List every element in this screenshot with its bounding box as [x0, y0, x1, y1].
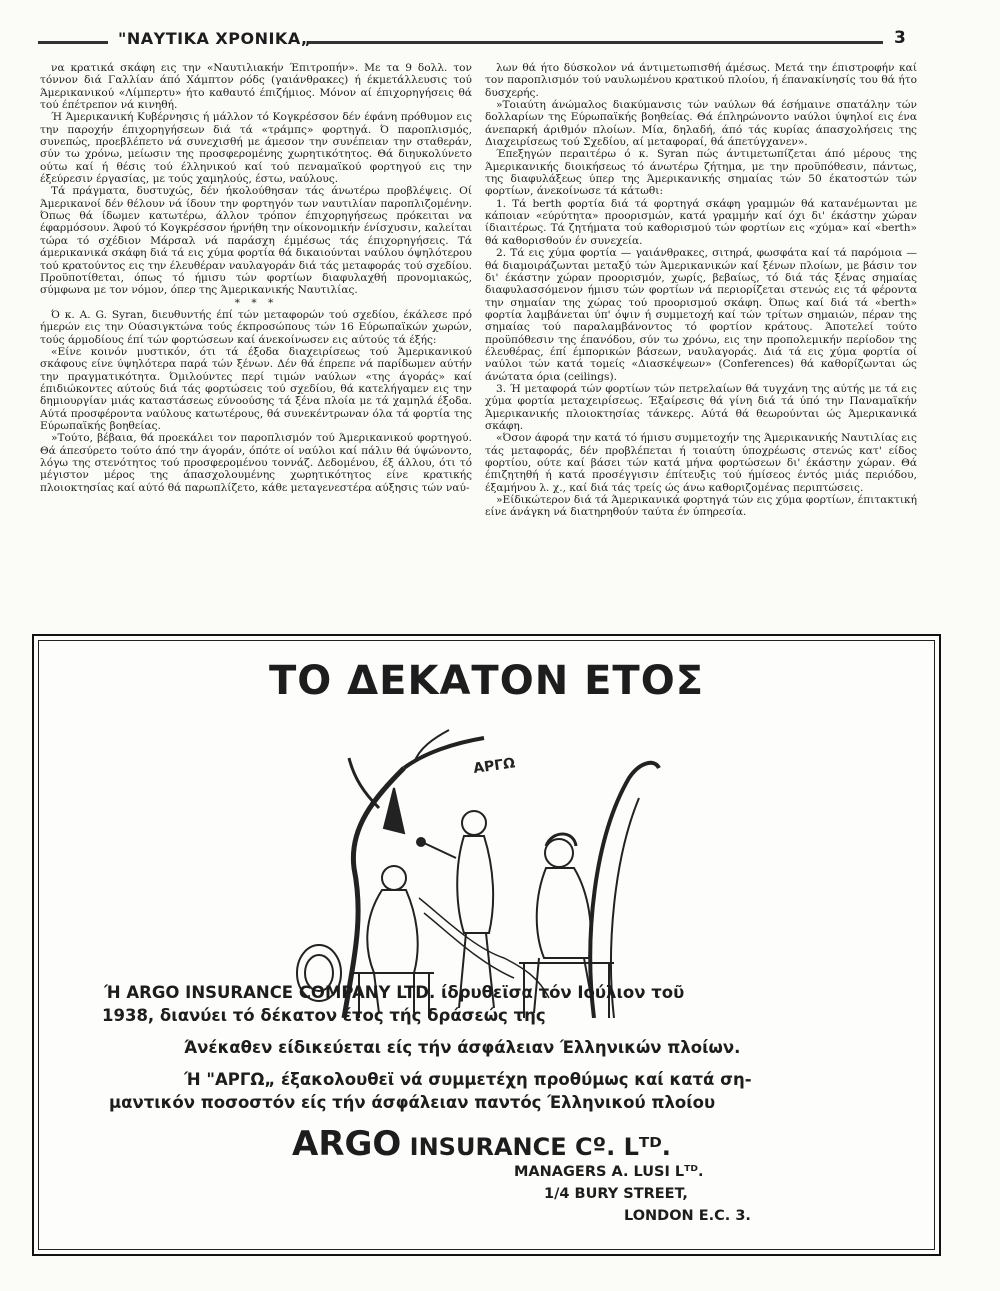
ad-street: 1/4 BURY STREET, — [544, 1186, 688, 1202]
brand-rest: INSURANCE Cº. Lᵀᴰ. — [401, 1133, 671, 1161]
ad-line: 1938, διανύει τό δέκατον έτος τής δράσεώς της — [102, 1006, 546, 1025]
paragraph: »Είδικώτερον διά τά Άμερικανικά φορτηγά τών εις χύμα φορτίων, έπιτακτική είνε άνάγκη νά διατηρηθούν ταύτα έν ύπηρεσία. — [485, 494, 917, 519]
paragraph: »Τοιαύτη άνώμαλος διακύμανσις τών ναύλων θά έσήμαινε σπατάλην τών δολλαρίων της Εύρωπαϊκής βοηθείας. Θά έπληρώνοντο ναύλοι ύψηλοί εις ένα άνεπαρκή άριθμόν πλοίων. Μία, δηλαδή, άπό τάς κυρίας άπασχολήσεις της Διαχειρίσεως τού Σχεδίου, αί μεταφοραί, θά άπετύγχανεν». — [485, 99, 917, 149]
paragraph: λων θά ήτο δύσκολον νά άντιμετωπισθή άμέσως. Μετά την έπιστροφήν καί τον παροπλισμόν τού ναυλωμένου κρατικού πλοίου, ή έπανακίνησίς του θά ήτο δυσχερής. — [485, 62, 917, 99]
argo-ship-illustration — [284, 718, 684, 1018]
paragraph: να κρατικά σκάφη εις την «Ναυτιλιακήν Έπιτροπήν». Με τα 9 δολλ. τον τόννον διά Γαλλίαν άπό Χάμπτον ρόδς (γαιάνθρακες) ή έκμετάλλευσις τού Άμερικανικού «Λίμπερτυ» ήτο καθαυτό έπιζήμιος. Μόνον αί έπιχορηγήσεις θά τού έπέτρεπον νά κινηθή. — [40, 62, 472, 112]
ad-city: LONDON E.C. 3. — [624, 1208, 751, 1224]
paragraph: «Είνε κοινόν μυστικόν, ότι τά έξοδα διαχειρίσεως τού Άμερικανικού σκάφους είνε ύψηλότερα παρά τών ξένων. Δέν θά έπρεπε νά παρίδωμεν αύτήν την πραγματικότητα. Όμιλούντες περί τιμών ναύλων «της άγοράς» καί έπιδιώκοντες αύτούς διά τάς φορτώσεις τού σχεδίου, θά κατελήγαμεν εις την δημιουργίαν μιάς καταστάσεως εύνοούσης τά ξένα πλοία με τά χαμηλά έξοδα. Αύτά προσφέροντα ναύλους κατωτέρους, θά συνεκέντρωναν όλα τά φορτία της Εύρωπαϊκής βοηθείας. — [40, 345, 472, 432]
paragraph: 3. Ή μεταφορά τών φορτίων τών πετρελαίων θά τυγχάνη της αύτής με τά εις χύμα φορτία μεταχειρίσεως. Έξαίρεσις θά γίνη διά τά ύπό την Παναμαϊκήν Άμερικανικής πλοιοκτησίας τάνκερς. Αύτά θά θεωρούνται ώς Άμερικανικά σκάφη. — [485, 382, 917, 432]
paragraph: »Τούτο, βέβαια, θά προεκάλει τον παροπλισμόν τού Άμερικανικού φορτηγού. Θά άπεσύρετο τούτο άπό την άγοράν, όπότε οί ναύλοι καί πάλιν θά ύψώνοντο, λόγω της στενότητος τού προσφερομένου τοννάζ. Δεδομένου, έξ άλλου, ότι τό μέγιστον μέρος της άπασχολουμένης χωρητικότητος είνε κρατικής πλοιοκτησίας καί αύτό θά παρωπλίζετο, κάθε μεταγενεστέρα αύξησις τών ναύ- — [40, 432, 472, 494]
brand-main: ARGO — [292, 1124, 402, 1164]
page-number: 3 — [894, 28, 906, 48]
journal-title: "ΝΑΥΤΙΚΑ ΧΡΟΝΙΚΑ„ — [118, 29, 312, 48]
ad-title: ΤΟ ΔΕΚΑΤΟΝ ΕΤΟΣ — [268, 658, 705, 704]
ad-line: Άνέκαθεν είδικεύεται είς τήν άσφάλειαν Έλληνικών πλοίων. — [184, 1038, 741, 1057]
ad-line: Ή ARGO INSURANCE COMPANY LTD. ίδρυθεϊσα τόν Ιούλιον τοῦ — [104, 983, 685, 1002]
illustration-label: ΑΡΓΩ — [472, 755, 517, 777]
paragraph: Τά πράγματα, δυστυχώς, δέν ήκολούθησαν τάς άνωτέρω προβλέψεις. Οί Άμερικανοί δέν θέλουν νά ίδουν την φορτηγόν των ναυτιλίαν παροπλιζομένην. Όπως θά ίδωμεν κατωτέρω, άλλον τρόπον έπιχορηγήσεως πρόκειται να έφαρμόσουν. Άφού τό Κογκρέσσον ήρνήθη την οίκονομικήν ένίσχυσιν, καλείται τώρα τό σχέδιον Μάρσαλ νά παράσχη έμμέσως τάς έπιχορηγήσεις. Τά άμερικανικά σκάφη διά τά εις χύμα φορτία θά δικαιούνται ναύλου όψηλότερου τού κρατούντος εις την έλευθέραν ναυλαγοράν διά τάς μεταφοράς τού σχεδίου. Προϋποτίθεται, όπως τό ήμισυ τών φορτίων διαφυλαχθή προνομιακώς, σύμφωνα με τον νόμον, όπερ της Άμερικανικής Ναυτιλίας. — [40, 185, 472, 297]
section-separator: * * * — [234, 296, 278, 309]
header-rule-left — [38, 41, 108, 44]
ad-managers: MANAGERS A. LUSI Lᵀᴰ. — [514, 1164, 704, 1180]
header-rule-right — [308, 41, 883, 44]
paragraph: Έπεξηγών περαιτέρω ό κ. Syran πώς άντιμετωπίζεται άπό μέρους της Άμερικανικής διοικήσεως τό άνωτέρω ζήτημα, με την προϋπόθεσιν, πάντως, της διαφυλάξεως ύπερ της Άμερικανικής σημαίας τών 50 έκατοστών τών φορτίων, άνεκοίνωσε τά κάτωθι: — [485, 148, 917, 198]
insurance-advertisement — [32, 634, 941, 1256]
article-column-right — [485, 62, 917, 519]
page-header — [38, 24, 950, 54]
paragraph: 2. Τά εις χύμα φορτία — γαιάνθρακες, σιτηρά, φωσφάτα καί τά παρόμοια — θά διαμοιράζωνται μεταξύ τών Άμερικανικών καί ξένων πλοίων, με βάσιν τον δι' έκάστην χώραν προορισμόν, χωρίς, βεβαίως, τό διά τάς ξένας σημαίας διαφυλασσόμενον ήμισυ τών φορτίων νά περιορίζεται στενώς εις τά φέροντα την σημαίαν της χώρας τού προορισμού σκάφη. Όπως καί διά τά «berth» φορτία λαμβάνεται ύπ' όψιν ή συμμετοχή καί τών τρίτων σημαιών, πέραν της σημαίας τού παραλαμβάνοντος τό φορτίον κράτους. Άποτελεί τούτο προϋπόθεσιν της έπανόδου, σύν τω χρόνω, εις την προπολεμικήν περίοδον της έλευθέρας, έπί έμπορικών βάσεων, ναυλαγοράς. Διά τά εις χύμα φορτία οί ναύλοι τών κατά τομείς «Διασκέψεων» (Conferences) θά καθορίζωνται ώς άνώτατα όρια (ceilings). — [485, 247, 917, 383]
paragraph: «Όσον άφορά την κατά τό ήμισυ συμμετοχήν της Άμερικανικής Ναυτιλίας εις τάς μεταφοράς, δέν προβλέπεται ή τοιαύτη ύποχρέωσις στενώς κατ' είδος φορτίου, ούτε καί βάσει τών κατά μήνα φορτώσεων δι' έκάστην χώραν. Θά έπιζητηθή ή κατά προσέγγισιν έπίτευξις τού ήμίσεος έντός μιάς περιόδου, έξαμήνου λ. χ., καί διά τάς τρείς ώς άνω καθοριζομένας περιπτώσεις. — [485, 432, 917, 494]
ad-line: μαντικόν ποσοστόν είς τήν άσφάλειαν παντός Έλληνικού πλοίου — [109, 1093, 716, 1112]
ad-line: Ή "ΑΡΓΩ„ έξακολουθεϊ νά συμμετέχη προθύμως καί κατά ση- — [184, 1070, 752, 1089]
paragraph: 1. Τά berth φορτία διά τά φορτηγά σκάφη γραμμών θά κατανέμωνται με κάποιαν «εύρύτητα» προορισμών, κατά γραμμήν καί όχι δι' έκάστην χώραν ίδιαιτέρως. Τά ζητήματα τού καθορισμού τών φορτίων εις «χύμα» καί «berth» θά καθορισθούν έν συνεχεία. — [485, 197, 917, 247]
paragraph: Ή Άμερικανική Κυβέρνησις ή μάλλον τό Κογκρέσσον δέν έφάνη πρόθυμον εις την παροχήν έπιχορηγήσεων διά τά «τράμπς» φορτηγά. Ό παροπλισμός, συνεπώς, προεβλέπετο νά συνεχισθή με άμεσον την συνέπειαν την σταθεράν, σύν τω χρόνω, μείωσιν της προσφερομένης χωρητικότητος. Θά διηυκολύνετο ούτω καί ή θέσις τού έλληνικού καί τού πεναμαϊκού φορτηγού εις την έξεύρεσιν έργασίας, με τούς χαμηλούς, έστω, ναύλους. — [40, 111, 472, 186]
ad-brand-name — [292, 1124, 671, 1164]
paragraph: Ό κ. A. G. Syran, διευθυντής έπί τών μεταφορών τού σχεδίου, έκάλεσε πρό ήμερών εις την Ούασιγκτώνα τούς έκπροσώπους τών 16 Εύρωπαϊκών χωρών, τούς άρμοδίους έπί τών φορτώσεων καί άνεκοίνωσεν εις αύτούς τά έξής: — [40, 308, 472, 346]
article-column-left — [40, 62, 472, 494]
